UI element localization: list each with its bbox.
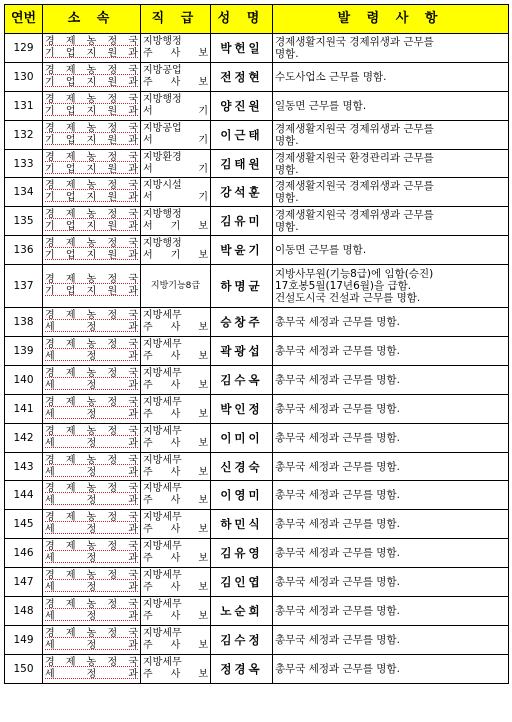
detail-line: 17호봉5월(17년6월)을 급함. <box>275 280 412 293</box>
department-cell <box>43 481 141 510</box>
grade-line: 지방세무 <box>143 367 182 379</box>
table-row <box>5 481 509 510</box>
grade-line: 주 사 보 <box>143 408 208 420</box>
person-name: 강석훈 <box>211 178 273 207</box>
detail-line: 경제생활지원국 경제위생과 근무를 <box>275 35 434 48</box>
grade-line: 지방행정 <box>143 93 182 105</box>
detail-line: 총무국 세정과 근무를 명함. <box>275 316 400 329</box>
table-row <box>5 62 509 91</box>
table-row <box>5 91 509 120</box>
department-line: 경 제 농 정 국 <box>45 598 138 610</box>
department-cell <box>43 625 141 654</box>
header-grade: 직 급 <box>141 5 211 34</box>
department-line: 경 제 농 정 국 <box>45 180 138 192</box>
grade-line: 지방세무 <box>143 512 182 524</box>
grade-line: 지방세무 <box>143 656 182 668</box>
table-row <box>5 423 509 452</box>
grade-line: 지방세무 <box>143 338 182 350</box>
person-name: 전정현 <box>211 62 273 91</box>
person-name: 박헌일 <box>211 34 273 63</box>
grade-cell <box>141 568 211 597</box>
detail-line: 명함. <box>275 221 299 234</box>
grade-line: 지방세무 <box>143 310 182 322</box>
detail-line: 총무국 세정과 근무를 명함. <box>275 576 400 589</box>
department-line: 세 정 과 <box>45 322 138 334</box>
detail-line: 경제생활지원국 경제위생과 근무를 <box>275 122 434 135</box>
department-line: 경 제 농 정 국 <box>45 151 138 163</box>
detail-line: 총무국 세정과 근무를 명함. <box>275 460 400 473</box>
person-name: 신경숙 <box>211 452 273 481</box>
table-row <box>5 597 509 626</box>
grade-line: 지방시설 <box>143 180 182 192</box>
grade-line: 주 사 보 <box>143 47 208 59</box>
department-line: 경 제 농 정 국 <box>45 209 138 221</box>
department-cell <box>43 91 141 120</box>
grade-line: 지방행정 <box>143 35 182 47</box>
appointment-detail <box>273 625 509 654</box>
department-line: 세 정 과 <box>45 553 138 565</box>
row-number: 143 <box>5 452 43 481</box>
department-line: 경 제 농 정 국 <box>45 570 138 582</box>
row-number: 149 <box>5 625 43 654</box>
department-line: 경 제 농 정 국 <box>45 338 138 350</box>
row-number: 140 <box>5 365 43 394</box>
appointment-detail <box>273 597 509 626</box>
grade-line: 지방세무 <box>143 541 182 553</box>
detail-line: 총무국 세정과 근무를 명함. <box>275 489 400 502</box>
detail-line: 명함. <box>275 163 299 176</box>
grade-line: 주 사 보 <box>143 466 208 478</box>
grade-line: 주 사 보 <box>143 350 208 362</box>
person-name: 승창주 <box>211 308 273 337</box>
department-line: 경 제 농 정 국 <box>45 122 138 134</box>
table-row <box>5 394 509 423</box>
grade-line: 서 기 보 <box>143 250 208 262</box>
grade-line: 지방환경 <box>143 151 182 163</box>
appointment-detail <box>273 481 509 510</box>
grade-line: 주 사 보 <box>143 553 208 565</box>
row-number: 132 <box>5 120 43 149</box>
grade-cell <box>141 34 211 63</box>
department-line: 세 정 과 <box>45 350 138 362</box>
person-name: 박인정 <box>211 394 273 423</box>
department-line: 기 업 지 원 과 <box>45 134 138 146</box>
grade-cell <box>141 62 211 91</box>
detail-line: 일동면 근무를 명함. <box>275 99 367 112</box>
table-row <box>5 337 509 366</box>
person-name: 박윤기 <box>211 236 273 265</box>
department-line: 세 정 과 <box>45 408 138 420</box>
person-name: 김유영 <box>211 539 273 568</box>
row-number: 129 <box>5 34 43 63</box>
department-cell <box>43 62 141 91</box>
grade-line: 서 기 <box>143 134 208 146</box>
department-line: 경 제 농 정 국 <box>45 656 138 668</box>
department-cell <box>43 568 141 597</box>
detail-line: 총무국 세정과 근무를 명함. <box>275 633 400 646</box>
department-cell <box>43 394 141 423</box>
grade-cell <box>141 91 211 120</box>
row-number: 147 <box>5 568 43 597</box>
grade-cell <box>141 236 211 265</box>
department-line: 경 제 농 정 국 <box>45 274 138 286</box>
detail-line: 경제생활지원국 환경관리과 근무를 <box>275 151 434 164</box>
grade-cell <box>141 149 211 178</box>
department-line: 세 정 과 <box>45 466 138 478</box>
header-row <box>5 5 509 34</box>
table-row <box>5 120 509 149</box>
department-line: 기 업 지 원 과 <box>45 163 138 175</box>
appointment-detail <box>273 365 509 394</box>
department-cell <box>43 236 141 265</box>
detail-line: 총무국 세정과 근무를 명함. <box>275 604 400 617</box>
appointment-detail <box>273 308 509 337</box>
department-cell <box>43 308 141 337</box>
row-number: 134 <box>5 178 43 207</box>
table-row <box>5 452 509 481</box>
row-number: 133 <box>5 149 43 178</box>
department-line: 세 정 과 <box>45 668 138 680</box>
grade-line: 지방세무 <box>143 570 182 582</box>
grade-line: 서 기 <box>143 192 208 204</box>
department-cell <box>43 423 141 452</box>
department-cell <box>43 539 141 568</box>
detail-line: 명함. <box>275 192 299 205</box>
person-name: 양진원 <box>211 91 273 120</box>
department-line: 세 정 과 <box>45 495 138 507</box>
grade-line: 지방행정 <box>143 238 182 250</box>
grade-cell <box>141 178 211 207</box>
table-row <box>5 34 509 63</box>
department-line: 기 업 지 원 과 <box>45 192 138 204</box>
detail-line: 명함. <box>275 47 299 60</box>
grade-cell <box>141 394 211 423</box>
detail-line: 총무국 세정과 근무를 명함. <box>275 662 400 675</box>
person-name: 이영미 <box>211 481 273 510</box>
row-number: 150 <box>5 654 43 683</box>
table-row <box>5 207 509 236</box>
department-cell <box>43 337 141 366</box>
appointment-detail <box>273 452 509 481</box>
grade-line: 지방세무 <box>143 454 182 466</box>
detail-line: 총무국 세정과 근무를 명함. <box>275 431 400 444</box>
appointment-detail <box>273 568 509 597</box>
person-name: 김수정 <box>211 625 273 654</box>
department-cell <box>43 34 141 63</box>
detail-line: 이동면 근무를 명함. <box>275 244 367 257</box>
department-line: 세 정 과 <box>45 379 138 391</box>
appointment-detail <box>273 539 509 568</box>
department-line: 경 제 농 정 국 <box>45 425 138 437</box>
detail-line: 경제생활지원국 경제위생과 근무를 <box>275 209 434 222</box>
row-number: 137 <box>5 265 43 308</box>
person-name: 하민식 <box>211 510 273 539</box>
grade-cell <box>141 423 211 452</box>
detail-line: 지방사무원(기능8급)에 임함(승진) <box>275 268 434 281</box>
header-name: 성 명 <box>211 5 273 34</box>
header-no: 연번 <box>5 5 43 34</box>
department-cell <box>43 510 141 539</box>
row-number: 130 <box>5 62 43 91</box>
person-name: 김태원 <box>211 149 273 178</box>
department-line: 세 정 과 <box>45 437 138 449</box>
appointment-detail <box>273 91 509 120</box>
department-line: 경 제 농 정 국 <box>45 483 138 495</box>
grade-line: 지방세무 <box>143 627 182 639</box>
grade-cell <box>141 539 211 568</box>
detail-line: 총무국 세정과 근무를 명함. <box>275 344 400 357</box>
appointment-detail <box>273 207 509 236</box>
grade-cell <box>141 365 211 394</box>
grade-line: 주 사 보 <box>143 610 208 622</box>
detail-line: 총무국 세정과 근무를 명함. <box>275 518 400 531</box>
department-line: 경 제 농 정 국 <box>45 310 138 322</box>
grade-line: 지방세무 <box>143 396 182 408</box>
row-number: 139 <box>5 337 43 366</box>
person-name: 정경옥 <box>211 654 273 683</box>
appointment-detail <box>273 337 509 366</box>
header-dept: 소 속 <box>43 5 141 34</box>
grade-cell <box>141 308 211 337</box>
department-line: 경 제 농 정 국 <box>45 238 138 250</box>
grade-line: 지방공업 <box>143 122 182 134</box>
detail-line: 경제생활지원국 경제위생과 근무를 <box>275 180 434 193</box>
row-number: 135 <box>5 207 43 236</box>
detail-line: 명함. <box>275 134 299 147</box>
department-cell <box>43 120 141 149</box>
table-row <box>5 365 509 394</box>
appointment-detail <box>273 62 509 91</box>
detail-line: 수도사업소 근무를 명함. <box>275 70 387 83</box>
row-number: 144 <box>5 481 43 510</box>
department-line: 기 업 지 원 과 <box>45 221 138 233</box>
grade-line: 지방세무 <box>143 483 182 495</box>
department-line: 세 정 과 <box>45 610 138 622</box>
grade-line: 주 사 보 <box>143 524 208 536</box>
department-line: 경 제 농 정 국 <box>45 64 138 76</box>
appointment-detail <box>273 149 509 178</box>
department-line: 경 제 농 정 국 <box>45 367 138 379</box>
grade-cell <box>141 510 211 539</box>
grade-line: 지방세무 <box>143 598 182 610</box>
person-name: 김유미 <box>211 207 273 236</box>
grade-cell <box>141 337 211 366</box>
table-row <box>5 539 509 568</box>
grade-line: 주 사 보 <box>143 76 208 88</box>
department-line: 기 업 지 원 과 <box>45 250 138 262</box>
grade-line: 지방공업 <box>143 64 182 76</box>
table-body <box>5 34 509 684</box>
row-number: 131 <box>5 91 43 120</box>
department-cell <box>43 149 141 178</box>
appointment-detail <box>273 394 509 423</box>
table-row <box>5 568 509 597</box>
grade-line: 지방세무 <box>143 425 182 437</box>
appointment-detail <box>273 265 509 308</box>
grade-line: 주 사 보 <box>143 668 208 680</box>
row-number: 142 <box>5 423 43 452</box>
grade-cell <box>141 654 211 683</box>
department-cell <box>43 597 141 626</box>
grade-cell <box>141 265 211 308</box>
department-line: 세 정 과 <box>45 524 138 536</box>
grade-line: 서 기 <box>143 105 208 117</box>
grade-cell <box>141 452 211 481</box>
grade-line: 서 기 <box>143 163 208 175</box>
row-number: 145 <box>5 510 43 539</box>
table-row <box>5 308 509 337</box>
appointment-detail <box>273 654 509 683</box>
table-row <box>5 236 509 265</box>
department-cell <box>43 365 141 394</box>
department-cell <box>43 178 141 207</box>
person-name: 곽광섭 <box>211 337 273 366</box>
grade-line: 주 사 보 <box>143 322 208 334</box>
appointment-detail <box>273 34 509 63</box>
grade-line: 서 기 보 <box>143 221 208 233</box>
table-row <box>5 625 509 654</box>
detail-line: 총무국 세정과 근무를 명함. <box>275 402 400 415</box>
department-line: 세 정 과 <box>45 582 138 594</box>
department-cell <box>43 452 141 481</box>
grade-cell <box>141 207 211 236</box>
department-line: 기 업 지 원 과 <box>45 47 138 59</box>
department-line: 기 업 지 원 과 <box>45 286 138 298</box>
department-line: 기 업 지 원 과 <box>45 76 138 88</box>
department-line: 경 제 농 정 국 <box>45 512 138 524</box>
grade-line: 주 사 보 <box>143 495 208 507</box>
person-name: 노순희 <box>211 597 273 626</box>
row-number: 136 <box>5 236 43 265</box>
grade-line: 지방기능8급 <box>150 281 201 292</box>
grade-line: 주 사 보 <box>143 379 208 391</box>
table-row <box>5 510 509 539</box>
appointment-detail <box>273 236 509 265</box>
appointment-detail <box>273 510 509 539</box>
department-line: 경 제 농 정 국 <box>45 541 138 553</box>
detail-line: 총무국 세정과 근무를 명함. <box>275 373 400 386</box>
grade-line: 주 사 보 <box>143 582 208 594</box>
grade-cell <box>141 625 211 654</box>
department-line: 기 업 지 원 과 <box>45 105 138 117</box>
grade-line: 주 사 보 <box>143 437 208 449</box>
grade-cell <box>141 597 211 626</box>
grade-cell <box>141 120 211 149</box>
department-line: 경 제 농 정 국 <box>45 396 138 408</box>
person-name: 김인엽 <box>211 568 273 597</box>
department-line: 경 제 농 정 국 <box>45 93 138 105</box>
person-name: 김수옥 <box>211 365 273 394</box>
row-number: 148 <box>5 597 43 626</box>
grade-line: 주 사 보 <box>143 639 208 651</box>
department-cell <box>43 654 141 683</box>
personnel-table <box>4 4 509 684</box>
table-row <box>5 654 509 683</box>
appointment-detail <box>273 423 509 452</box>
appointment-detail <box>273 178 509 207</box>
table-row <box>5 265 509 308</box>
department-line: 세 정 과 <box>45 639 138 651</box>
department-line: 경 제 농 정 국 <box>45 35 138 47</box>
table-row <box>5 178 509 207</box>
grade-line: 지방행정 <box>143 209 182 221</box>
person-name: 하명균 <box>211 265 273 308</box>
row-number: 141 <box>5 394 43 423</box>
row-number: 146 <box>5 539 43 568</box>
appointment-detail <box>273 120 509 149</box>
header-detail: 발 령 사 항 <box>273 5 509 34</box>
department-cell <box>43 207 141 236</box>
person-name: 이미이 <box>211 423 273 452</box>
grade-cell <box>141 481 211 510</box>
row-number: 138 <box>5 308 43 337</box>
department-cell <box>43 265 141 308</box>
detail-line: 건설도시국 건설과 근무를 명함. <box>275 292 421 305</box>
table-row <box>5 149 509 178</box>
person-name: 이근태 <box>211 120 273 149</box>
department-line: 경 제 농 정 국 <box>45 627 138 639</box>
department-line: 경 제 농 정 국 <box>45 454 138 466</box>
detail-line: 총무국 세정과 근무를 명함. <box>275 547 400 560</box>
